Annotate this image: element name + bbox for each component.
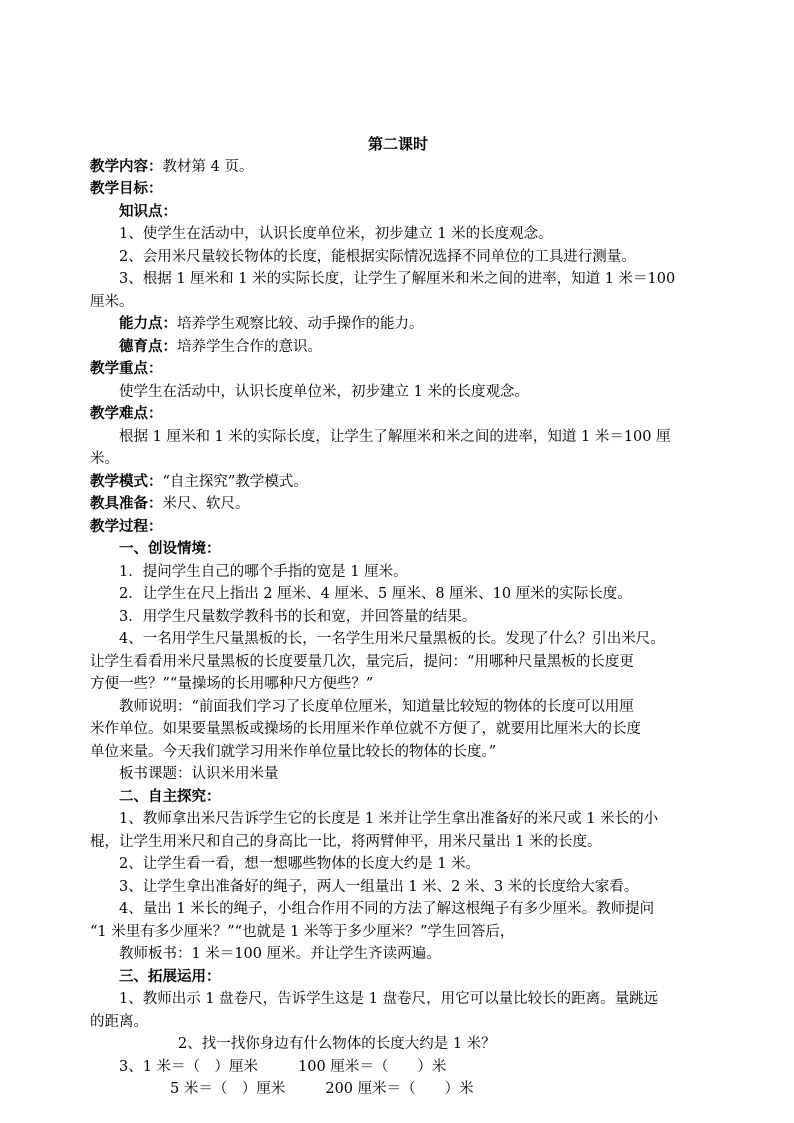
exercise-1b: 100 厘米＝（ ）米: [298, 1058, 447, 1075]
mode-value: “自主探究”教学模式。: [162, 473, 308, 490]
section-2-item-1b: 棍，让学生用米尺和自己的身高比一比，将两臂伸平，用米尺量出 1 米的长度。: [90, 833, 602, 850]
tools-row: [90, 493, 706, 516]
exercise-2a: 5 米＝（ ）厘米: [170, 1081, 286, 1097]
difficulty-value-b: 米。: [90, 451, 119, 467]
knowledge-label: 知识点：: [119, 202, 177, 220]
tools-value: 米尺、软尺。: [162, 496, 250, 512]
content-row: [90, 156, 706, 179]
knowledge-item-3a: 3、根据 1 厘米和 1 米的实际长度，让学生了解厘米和米之间的进率，知道 1 米＝100: [119, 271, 676, 287]
section-1-item-1: 1．提问学生自己的哪个手指的宽是 1 厘米。: [119, 563, 408, 580]
section-3-item-1a: 1、教师出示 1 盘卷尺，告诉学生这是 1 盘卷尺，用它可以量比较长的距离。量跳远: [119, 991, 659, 1007]
content-value: 教材第 4 页。: [162, 158, 254, 175]
section-1-item-3: 3．用学生尺量数学教科书的长和宽，并回答量的结果。: [119, 608, 477, 625]
moral-value: 培养学生合作的意识。: [177, 338, 322, 355]
mode-row: [90, 471, 706, 494]
section-2-heading: 二、自主探究：: [119, 787, 221, 805]
knowledge-item-3b: 厘米。: [90, 293, 134, 310]
mode-label: 教学模式：: [90, 472, 163, 490]
section-1-heading: 一、创设情境：: [119, 540, 221, 557]
section-3-item-2: 2、找一找你身边有什么物体的长度大约是 1 米？: [178, 1036, 496, 1052]
knowledge-item-1: 1、使学生在活动中，认识长度单位米，初步建立 1 米的长度观念。: [119, 226, 553, 242]
key-label: 教学重点：: [90, 360, 163, 377]
section-1-item-4b: 让学生看看用米尺量黑板的长度要量几次，量完后，提问：“用哪种尺量黑板的长度更: [90, 653, 634, 670]
section-1-item-2: 2．让学生在尺上指出 2 厘米、4 厘米、5 厘米、8 厘米、10 厘米的实际长度。: [119, 586, 632, 602]
section-3-item-4: [90, 1078, 706, 1101]
difficulty-value-a: 根据 1 厘米和 1 米的实际长度，让学生了解厘米和米之间的进率，知道 1 米＝100 厘: [119, 428, 671, 445]
section-2-item-2: 2、让学生看一看，想一想哪些物体的长度大约是 1 米。: [119, 856, 481, 872]
moral-row: [90, 336, 706, 359]
section-1-item-5b: 米作单位。如果要量黑板或操场的长用厘米作单位就不方便了，就要用比厘米大的长度: [90, 721, 641, 737]
section-3-heading: 三、拓展运用：: [119, 967, 221, 985]
section-1-item-5c: 单位来量。今天我们就学习用米作单位量比较长的物体的长度。”: [90, 743, 497, 760]
section-1-item-5a: 教师说明：“前面我们学习了长度单位厘米，知道量比较短的物体的长度可以用厘: [119, 698, 634, 715]
goals-label: 教学目标：: [90, 180, 163, 197]
ability-label: 能力点：: [119, 315, 177, 332]
section-3-item-3: [90, 1056, 706, 1079]
section-1-item-4c: 方便一些？”“量操场的长用哪种尺方便些？”: [90, 676, 374, 692]
process-label: 教学过程：: [90, 517, 163, 535]
knowledge-item-2: 2、会用米尺量较长物体的长度，能根据实际情况选择不同单位的工具进行测量。: [119, 248, 636, 265]
key-value: 使学生在活动中，认识长度单位米，初步建立 1 米的长度观念。: [119, 383, 529, 400]
section-2-item-4a: 4、量出 1 米长的绳子，小组合作用不同的方法了解这根绳子有多少厘米。教师提问: [119, 901, 655, 917]
exercise-1a: 3、1 米＝（ ）厘米: [119, 1058, 259, 1075]
section-2-item-5: 教师板书：1 米＝100 厘米。并让学生齐读两遍。: [119, 946, 441, 962]
section-3-item-1b: 的距离。: [90, 1013, 148, 1030]
section-1-item-4a: 4、一名用学生尺量黑板的长，一名学生用米尺量黑板的长。发现了什么？引出米尺。: [119, 631, 665, 647]
difficulty-label: 教学难点：: [90, 405, 163, 422]
section-2-item-1a: 1、教师拿出米尺告诉学生它的长度是 1 米并让学生拿出准备好的米尺或 1 米长的小: [119, 811, 659, 827]
ability-value: 培养学生观察比较、动手操作的能力。: [177, 316, 424, 332]
lesson-plan: [90, 133, 706, 1101]
tools-label: 教具准备：: [90, 495, 163, 512]
section-2-item-3: 3、让学生拿出准备好的绳子，两人一组量出 1 米、2 米、3 米的长度给大家看。: [119, 878, 639, 895]
section-1-item-6: 板书课题：认识米用米量: [119, 766, 279, 782]
exercise-2b: 200 厘米＝（ ）米: [325, 1081, 474, 1097]
section-2-item-4b: “1 米里有多少厘米？”“也就是 1 米等于多少厘米？”学生回答后，: [90, 923, 515, 940]
ability-row: [90, 313, 706, 336]
content-label: 教学内容：: [90, 157, 163, 175]
page-title: 第二课时: [367, 135, 428, 153]
moral-label: 德育点：: [119, 337, 177, 355]
